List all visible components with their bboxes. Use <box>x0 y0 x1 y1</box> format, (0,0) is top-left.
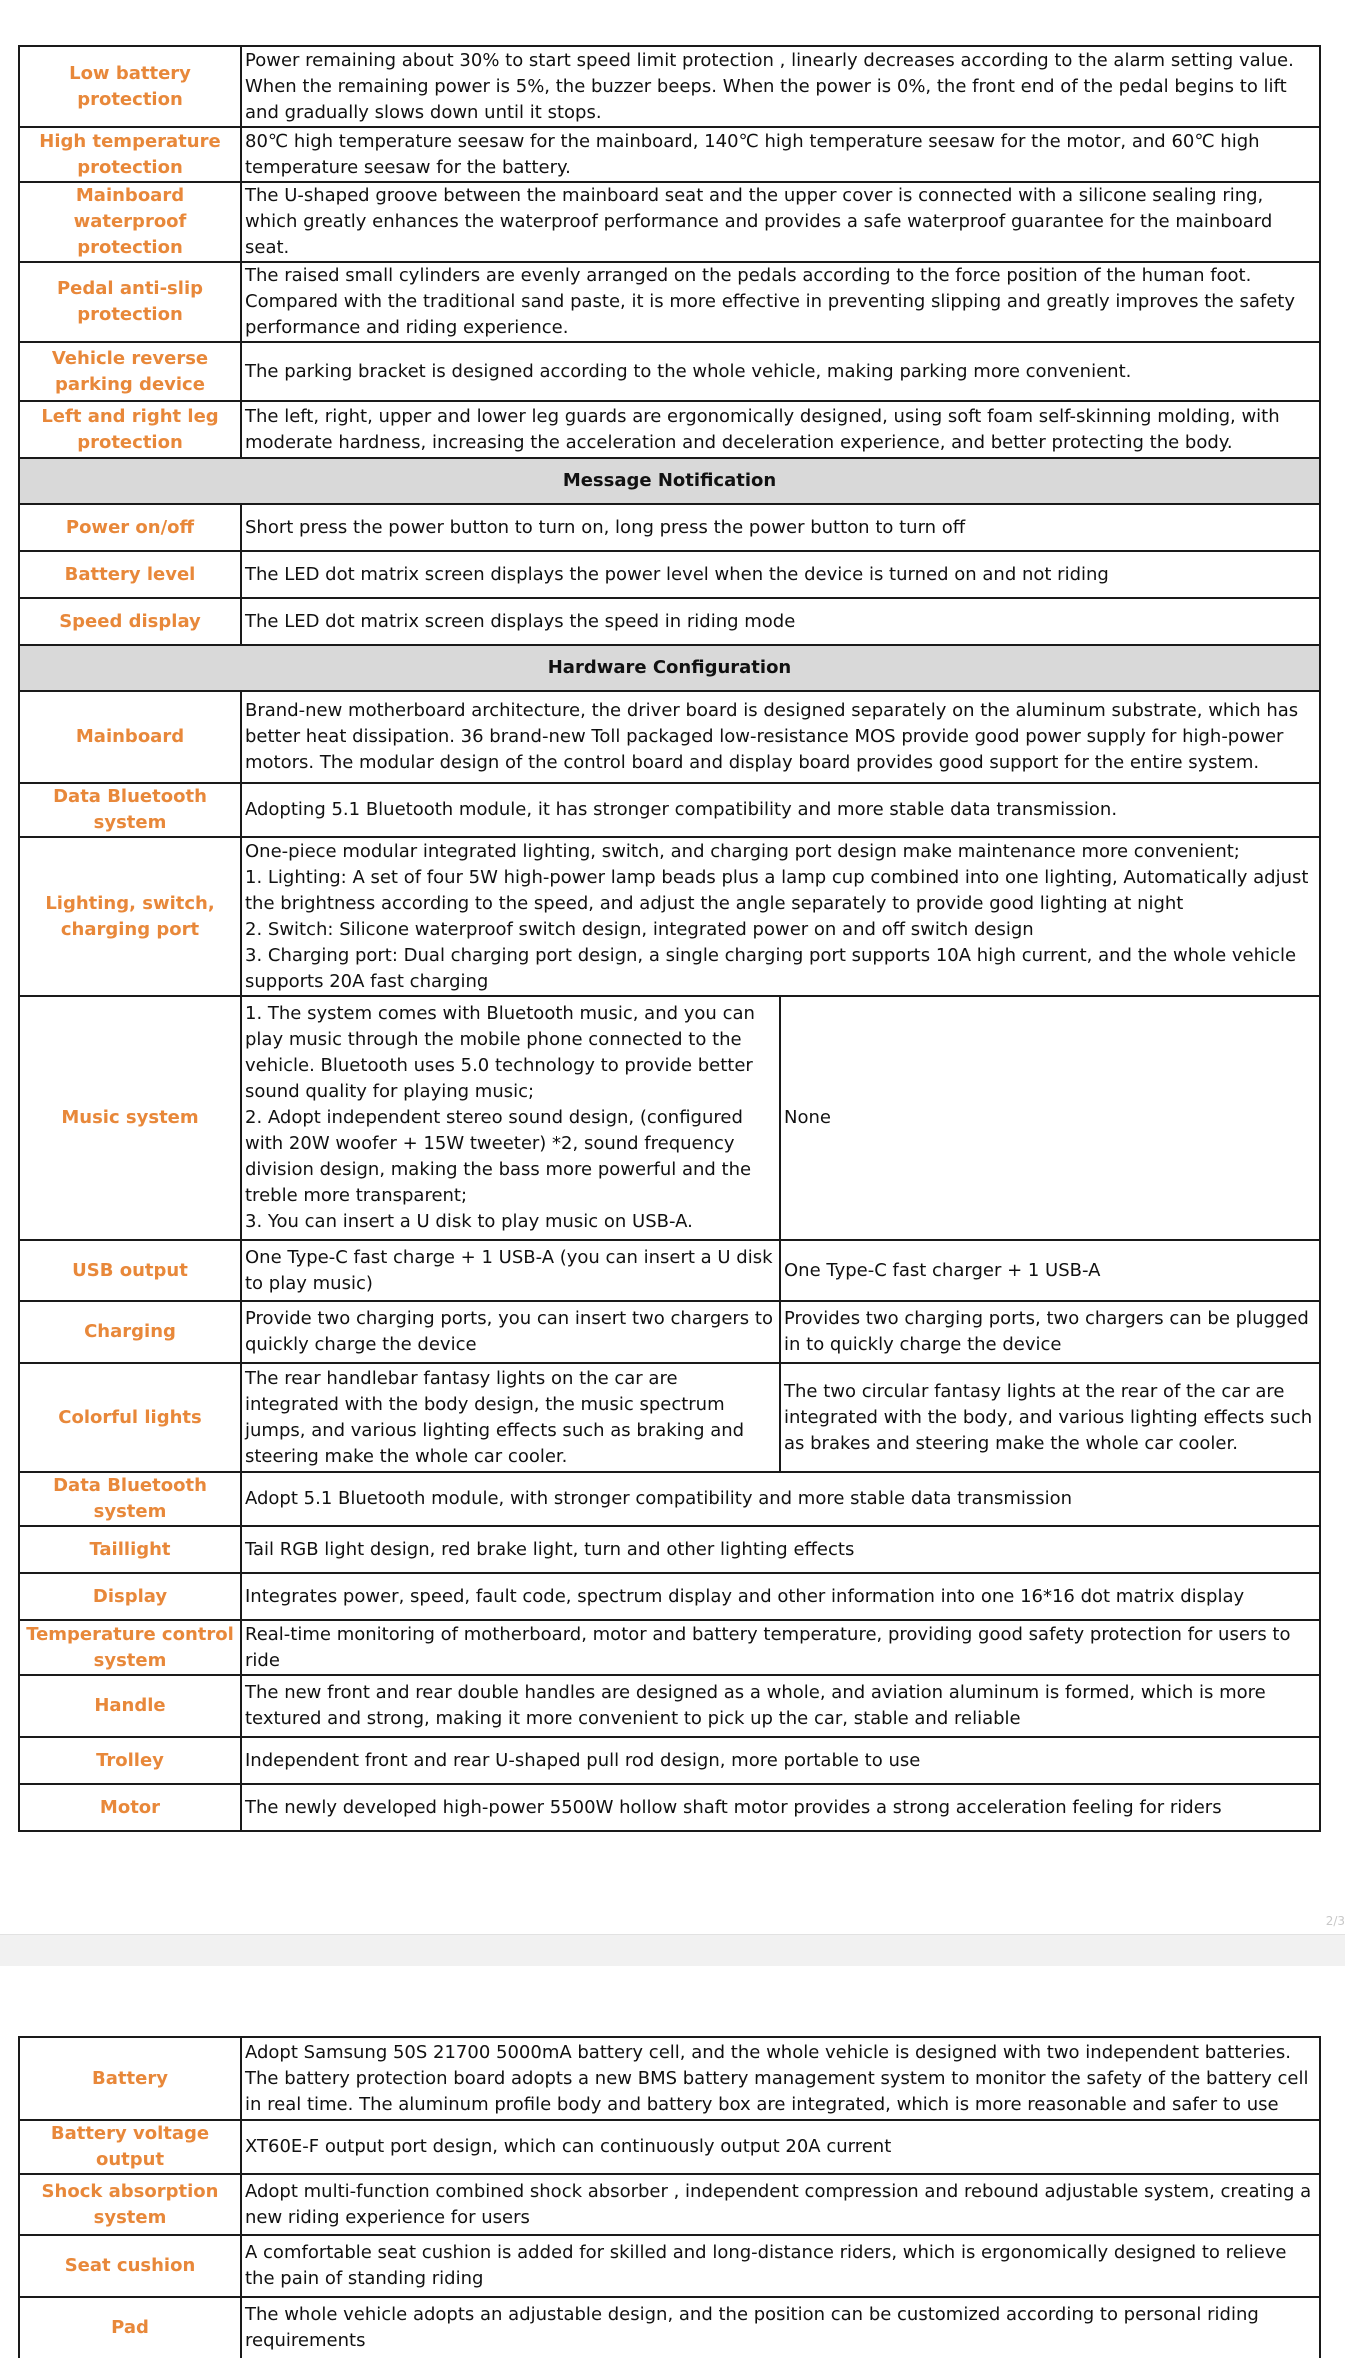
table-row <box>19 1784 1320 1831</box>
row-value-line: 3. Charging port: Dual charging port design, a single charging port supports 10A high current, and the whole vehicle supports 20A fast charging <box>245 944 1297 992</box>
section-header-message: Message Notification <box>19 458 1320 504</box>
table-row <box>19 262 1320 342</box>
row-value: Tail RGB light design, red brake light, turn and other lighting effects <box>241 1526 1320 1573</box>
row-value: The LED dot matrix screen displays the power level when the device is turned on and not riding <box>241 551 1320 598</box>
row-label: Data Bluetooth system <box>19 783 241 837</box>
row-label: Trolley <box>19 1737 241 1784</box>
page-number: 2/3 <box>1325 1914 1345 1928</box>
row-value-variant-a <box>241 996 780 1240</box>
row-value: The whole vehicle adopts an adjustable design, and the position can be customized according to personal riding requirements <box>241 2297 1320 2358</box>
row-label: Display <box>19 1573 241 1620</box>
row-value: A comfortable seat cushion is added for skilled and long-distance riders, which is ergonomically designed to relieve the pain of standing riding <box>241 2235 1320 2297</box>
row-label: Vehicle reverse parking device <box>19 342 241 401</box>
row-value-variant-b: One Type-C fast charger + 1 USB-A <box>780 1240 1320 1301</box>
table-row <box>19 691 1320 783</box>
table-row <box>19 783 1320 837</box>
row-label: Battery level <box>19 551 241 598</box>
table-row <box>19 182 1320 262</box>
table-row <box>19 1737 1320 1784</box>
row-value: Adopt multi-function combined shock absorber , independent compression and rebound adjustable system, creating a new riding experience for users <box>241 2174 1320 2235</box>
row-label: Colorful lights <box>19 1363 241 1472</box>
row-value: The LED dot matrix screen displays the speed in riding mode <box>241 598 1320 645</box>
row-value: The parking bracket is designed according to the whole vehicle, making parking more convenient. <box>241 342 1320 401</box>
table-row <box>19 1526 1320 1573</box>
row-value: The raised small cylinders are evenly arranged on the pedals according to the force position of the human foot. Compared with the traditional sand paste, it is more effective in preventing slipping and greatly improves the safety performance and riding experience. <box>241 262 1320 342</box>
table-row <box>19 46 1320 127</box>
row-label: Power on/off <box>19 504 241 551</box>
row-label: High temperature protection <box>19 127 241 182</box>
row-value: The new front and rear double handles are designed as a whole, and aviation aluminum is formed, which is more textured and strong, making it more convenient to pick up the car, stable and reliable <box>241 1675 1320 1737</box>
table-row <box>19 342 1320 401</box>
table-row <box>19 1363 1320 1472</box>
row-value-variant-b: Provides two charging ports, two chargers can be plugged in to quickly charge the device <box>780 1301 1320 1363</box>
row-value: The U-shaped groove between the mainboard seat and the upper cover is connected with a silicone sealing ring, which greatly enhances the waterproof performance and provides a safe waterproof guarantee for the mainboard seat. <box>241 182 1320 262</box>
table-row <box>19 504 1320 551</box>
table-row <box>19 1301 1320 1363</box>
row-value: 80℃ high temperature seesaw for the mainboard, 140℃ high temperature seesaw for the motor, and 60℃ high temperature seesaw for the battery. <box>241 127 1320 182</box>
row-value: Power remaining about 30% to start speed limit protection , linearly decreases according to the alarm setting value. When the remaining power is 5%, the buzzer beeps. When the power is 0%, the front end of the pedal begins to lift and gradually slows down until it stops. <box>241 46 1320 127</box>
row-label: Battery voltage output <box>19 2120 241 2174</box>
row-value-line: One-piece modular integrated lighting, switch, and charging port design make maintenance more convenient; <box>245 840 1240 862</box>
table-row <box>19 2037 1320 2120</box>
table-row <box>19 2297 1320 2358</box>
row-value-line: 3. You can insert a U disk to play music on USB-A. <box>245 1211 693 1232</box>
table-row <box>19 1675 1320 1737</box>
row-value-line: 2. Adopt independent stereo sound design, (configured with 20W woofer + 15W tweeter) *2, sound frequency division design, making the bass more powerful and the treble more transparent; <box>245 1107 752 1206</box>
row-value: Adopt Samsung 50S 21700 5000mA battery cell, and the whole vehicle is designed with two independent batteries. The battery protection board adopts a new BMS battery management system to monitor the safety of the battery cell in real time. The aluminum profile body and battery box are integrated, which is more reasonable and safer to use <box>241 2037 1320 2120</box>
row-value: Independent front and rear U-shaped pull rod design, more portable to use <box>241 1737 1320 1784</box>
section-header-row <box>19 458 1320 504</box>
row-label: Handle <box>19 1675 241 1737</box>
row-value-variant-b: The two circular fantasy lights at the rear of the car are integrated with the body, and various lighting effects such as brakes and steering make the whole car cooler. <box>780 1363 1320 1472</box>
table-row <box>19 2235 1320 2297</box>
table-row <box>19 996 1320 1240</box>
row-value-variant-a: Provide two charging ports, you can insert two chargers to quickly charge the device <box>241 1301 780 1363</box>
row-value: Integrates power, speed, fault code, spectrum display and other information into one 16*16 dot matrix display <box>241 1573 1320 1620</box>
table-row <box>19 2174 1320 2235</box>
row-label: Low battery protection <box>19 46 241 127</box>
section-header-hardware: Hardware Configuration <box>19 645 1320 691</box>
row-value: Short press the power button to turn on, long press the power button to turn off <box>241 504 1320 551</box>
row-label: Left and right leg protection <box>19 401 241 458</box>
section-header-row <box>19 645 1320 691</box>
row-value-variant-a: The rear handlebar fantasy lights on the car are integrated with the body design, the music spectrum jumps, and various lighting effects such as braking and steering make the whole car cooler. <box>241 1363 780 1472</box>
table-row <box>19 401 1320 458</box>
row-value: Adopt 5.1 Bluetooth module, with stronger compatibility and more stable data transmission <box>241 1472 1320 1526</box>
row-value-line: 1. Lighting: A set of four 5W high-power lamp beads plus a lamp cup combined into one lighting, Automatically adjust the brightness according to the speed, and adjust the angle separately to provide good lighting at night <box>245 866 1309 914</box>
row-value: Real-time monitoring of motherboard, motor and battery temperature, providing good safety protection for users to ride <box>241 1620 1320 1675</box>
row-label: Seat cushion <box>19 2235 241 2297</box>
row-label: Taillight <box>19 1526 241 1573</box>
row-value-line: 1. The system comes with Bluetooth music, and you can play music through the mobile phone connected to the vehicle. Bluetooth uses 5.0 technology to provide better sound quality for playing music; <box>245 1003 755 1102</box>
table-row <box>19 1240 1320 1301</box>
row-label: Speed display <box>19 598 241 645</box>
page-separator <box>0 1934 1345 1967</box>
row-label: Lighting, switch, charging port <box>19 837 241 996</box>
row-label: Battery <box>19 2037 241 2120</box>
table-row <box>19 1620 1320 1675</box>
table-row <box>19 837 1320 996</box>
row-value: The left, right, upper and lower leg guards are ergonomically designed, using soft foam self-skinning molding, with moderate hardness, increasing the acceleration and deceleration experience, and better protecting the body. <box>241 401 1320 458</box>
row-value: Adopting 5.1 Bluetooth module, it has stronger compatibility and more stable data transmission. <box>241 783 1320 837</box>
row-value: XT60E-F output port design, which can continuously output 20A current <box>241 2120 1320 2174</box>
row-label: Charging <box>19 1301 241 1363</box>
table-row <box>19 1472 1320 1526</box>
table-row <box>19 551 1320 598</box>
table-row <box>19 2120 1320 2174</box>
row-label: Mainboard <box>19 691 241 783</box>
row-label: Temperature control system <box>19 1620 241 1675</box>
spec-table-page-1 <box>18 45 1321 1832</box>
table-row <box>19 598 1320 645</box>
row-label: Data Bluetooth system <box>19 1472 241 1526</box>
row-label: USB output <box>19 1240 241 1301</box>
row-label: Pedal anti-slip protection <box>19 262 241 342</box>
row-value: Brand-new motherboard architecture, the driver board is designed separately on the aluminum substrate, which has better heat dissipation. 36 brand-new Toll packaged low-resistance MOS provide good power supply for high-power motors. The modular design of the control board and display board provides good support for the entire system. <box>241 691 1320 783</box>
table-row <box>19 1573 1320 1620</box>
row-label: Shock absorption system <box>19 2174 241 2235</box>
row-value-variant-a: One Type-C fast charge + 1 USB-A (you can insert a U disk to play music) <box>241 1240 780 1301</box>
row-label: Motor <box>19 1784 241 1831</box>
row-value: The newly developed high-power 5500W hollow shaft motor provides a strong acceleration feeling for riders <box>241 1784 1320 1831</box>
row-value <box>241 837 1320 996</box>
row-value-line: 2. Switch: Silicone waterproof switch design, integrated power on and off switch design <box>245 918 1034 940</box>
row-label: Music system <box>19 996 241 1240</box>
row-label: Mainboard waterproof protection <box>19 182 241 262</box>
document-page-2 <box>0 1966 1345 2358</box>
row-label: Pad <box>19 2297 241 2358</box>
row-value-variant-b: None <box>780 996 1320 1240</box>
spec-table-page-2 <box>18 2036 1321 2358</box>
table-row <box>19 127 1320 182</box>
